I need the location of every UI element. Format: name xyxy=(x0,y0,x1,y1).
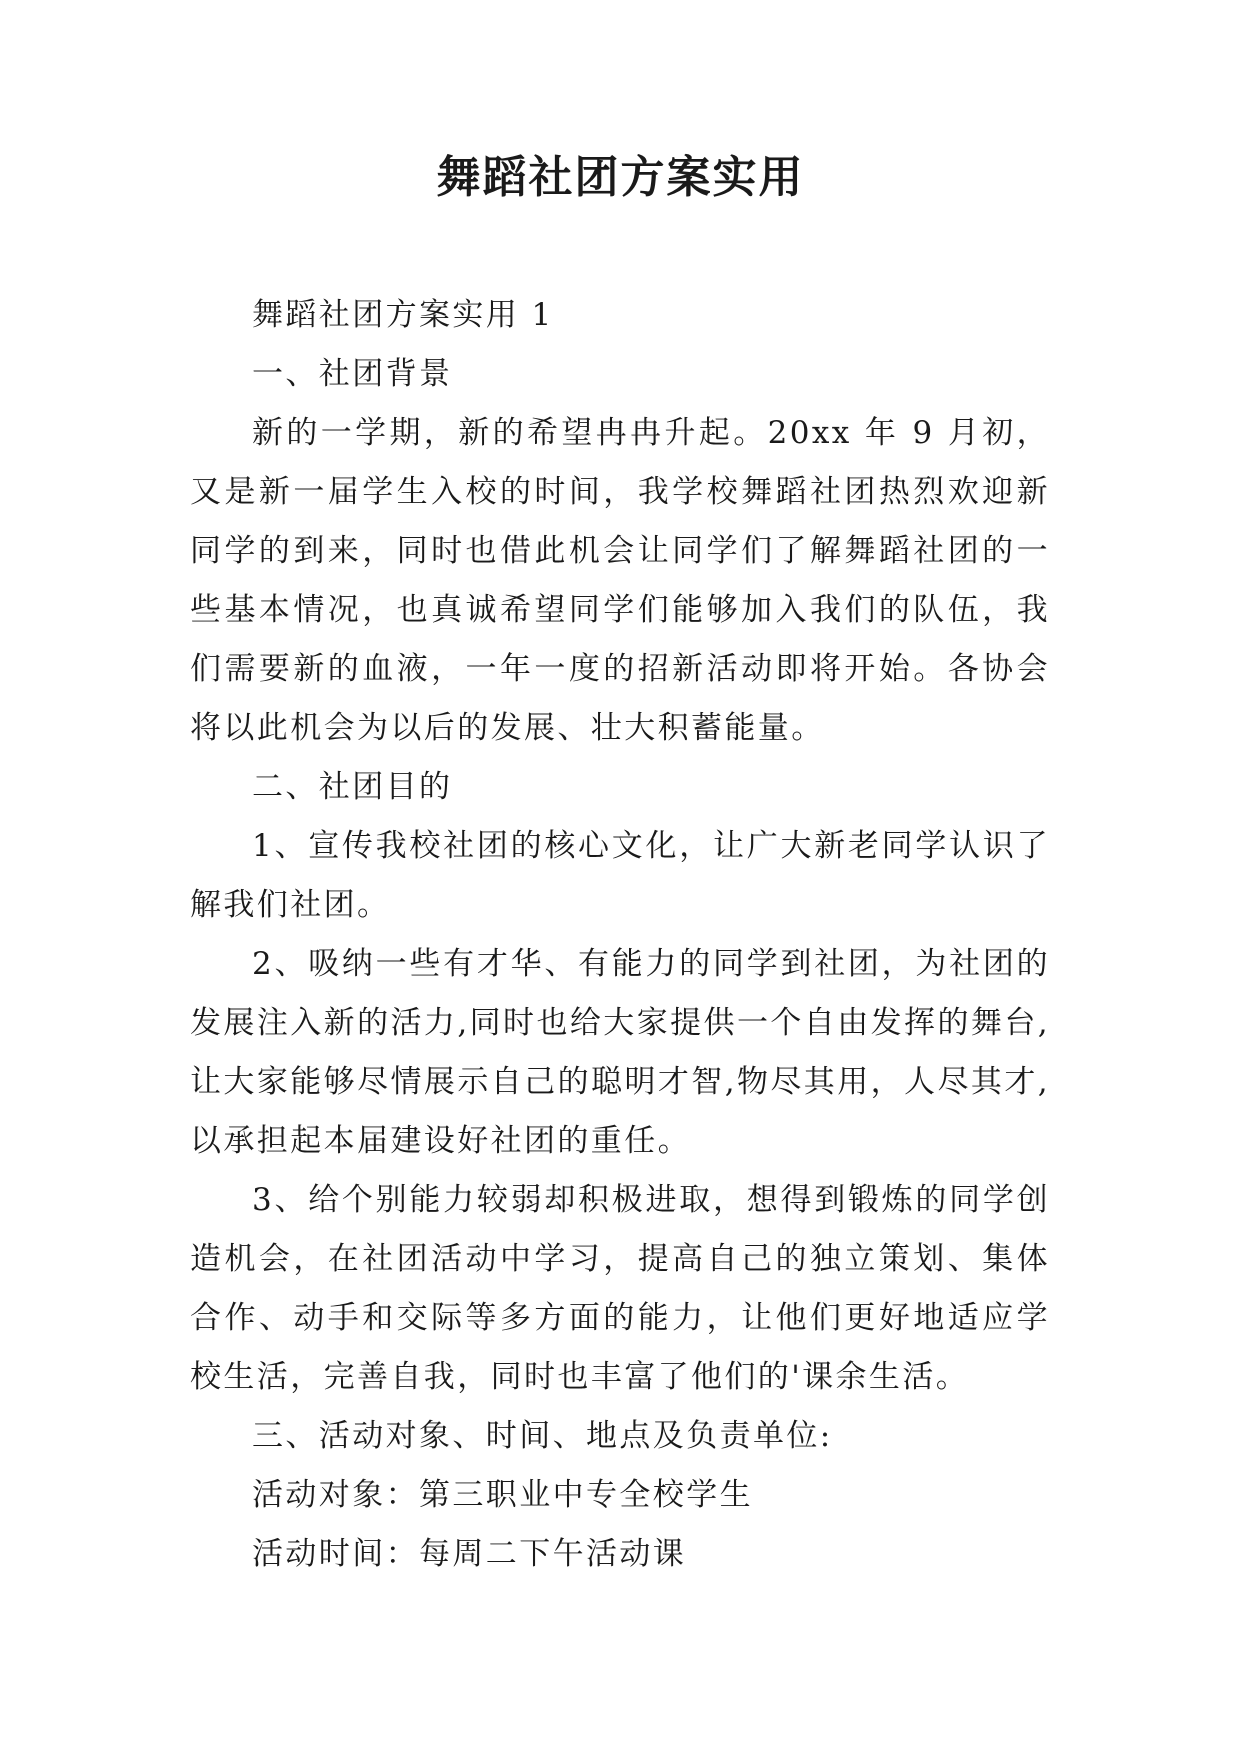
heading-background: 一、社团背景 xyxy=(252,356,453,392)
heading-activity-details: 三、活动对象、时间、地点及负责单位: xyxy=(252,1418,833,1454)
section-subtitle: 舞蹈社团方案实用 1 xyxy=(252,297,554,333)
paragraph-purpose-2: 2、吸纳一些有才华、有能力的同学到社团，为社团的发展注入新的活力,同时也给大家提供一个自由发挥的舞台,让大家能够尽情展示自己的聪明才智,物尽其用，人尽其才,以承担起本届建设好社团的重任。 xyxy=(190,946,1050,1159)
heading-purpose: 二、社团目的 xyxy=(252,769,453,805)
document-body xyxy=(190,286,1050,1584)
document-title: 舞蹈社团方案实用 xyxy=(436,152,805,203)
activity-target: 活动对象：第三职业中专全校学生 xyxy=(252,1477,753,1513)
paragraph-purpose-1: 1、宣传我校社团的核心文化，让广大新老同学认识了解我们社团。 xyxy=(190,828,1050,923)
paragraph-purpose-3: 3、给个别能力较弱却积极进取，想得到锻炼的同学创造机会，在社团活动中学习，提高自己的独立策划、集体合作、动手和交际等多方面的能力，让他们更好地适应学校生活，完善自我，同时也丰富了他们的'课余生活。 xyxy=(190,1182,1050,1395)
activity-time: 活动时间：每周二下午活动课 xyxy=(252,1536,687,1572)
paragraph-background: 新的一学期，新的希望冉冉升起。20xx 年 9 月初，又是新一届学生入校的时间，我学校舞蹈社团热烈欢迎新同学的到来，同时也借此机会让同学们了解舞蹈社团的一些基本情况，也真诚希望同学们能够加入我们的队伍，我们需要新的血液，一年一度的招新活动即将开始。各协会将以此机会为以后的发展、壮大积蓄能量。 xyxy=(190,415,1050,746)
